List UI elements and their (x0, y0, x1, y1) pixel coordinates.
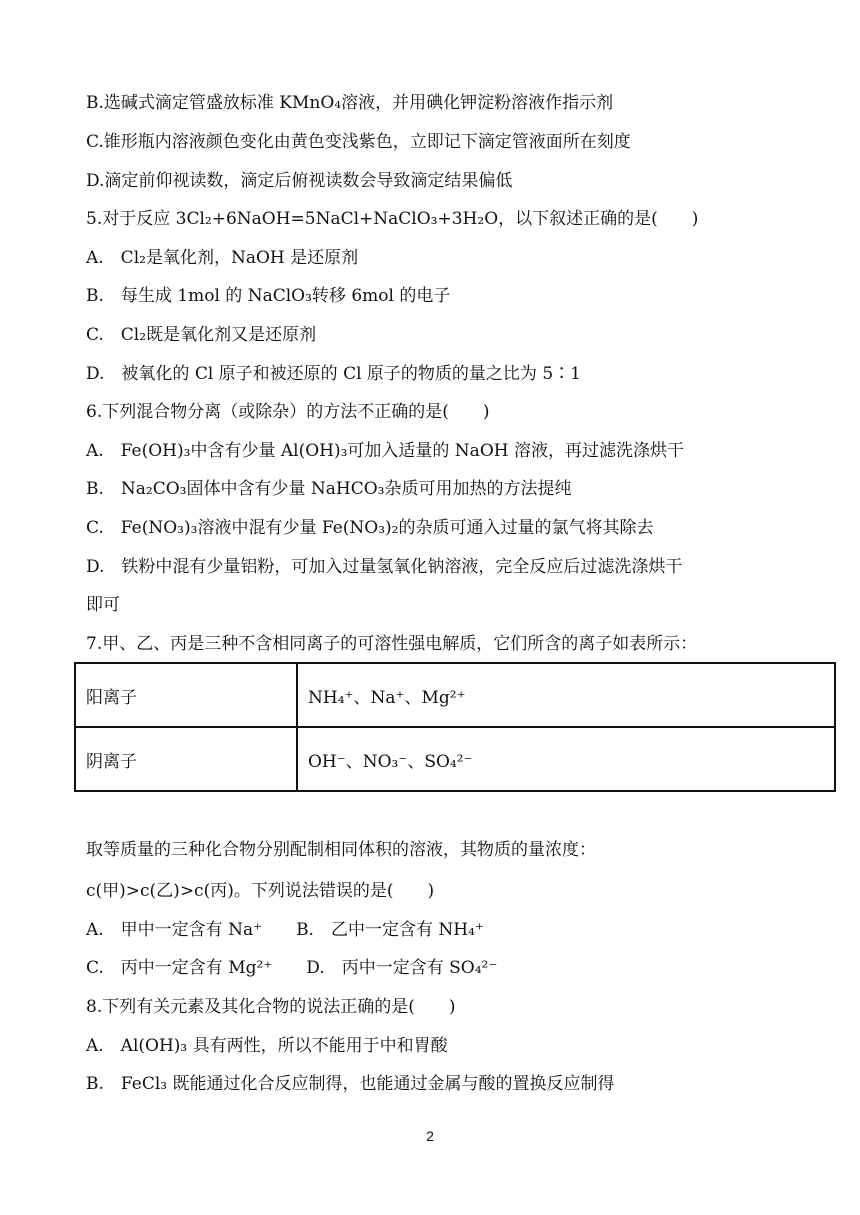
option-6a: A. Fe(OH)₃中含有少量 Al(OH)₃可加入适量的 NaOH 溶液，再过滤洗涤烘干 (86, 441, 684, 461)
question-8: 8.下列有关元素及其化合物的说法正确的是( ) (86, 997, 456, 1017)
option-4d: D.滴定前仰视读数，滴定后俯视读数会导致滴定结果偏低 (86, 171, 513, 191)
option-6d: D. 铁粉中混有少量铝粉，可加入过量氢氧化钠溶液，完全反应后过滤洗涤烘干 (86, 557, 683, 577)
page-number: 2 (426, 1128, 434, 1144)
question-7: 7.甲、乙、丙是三种不含相同离子的可溶性强电解质，它们所含的离子如表所示： (86, 634, 698, 654)
option-5c: C. Cl₂既是氧化剂又是还原剂 (86, 325, 317, 345)
table-row (75, 727, 835, 791)
option-4b: B.选碱式滴定管盛放标准 KMnO₄溶液，并用碘化钾淀粉溶液作指示剂 (86, 93, 614, 113)
question-6: 6.下列混合物分离（或除杂）的方法不正确的是( ) (86, 402, 490, 422)
ion-table (74, 662, 836, 792)
options-7ab: A. 甲中一定含有 Na⁺ B. 乙中一定含有 NH₄⁺ (86, 920, 484, 940)
option-4c: C.锥形瓶内溶液颜色变化由黄色变浅紫色，立即记下滴定管液面所在刻度 (86, 132, 631, 152)
question-5: 5.对于反应 3Cl₂+6NaOH=5NaCl+NaClO₃+3H₂O，以下叙述正确的是( ) (86, 209, 699, 229)
table-row (75, 663, 835, 727)
cation-values: NH₄⁺、Na⁺、Mg²⁺ (297, 663, 835, 727)
options-7cd: C. 丙中一定含有 Mg²⁺ D. 丙中一定含有 SO₄²⁻ (86, 958, 498, 978)
option-5b: B. 每生成 1mol 的 NaClO₃转移 6mol 的电子 (86, 286, 451, 306)
anion-values: OH⁻、NO₃⁻、SO₄²⁻ (297, 727, 835, 791)
option-5d: D. 被氧化的 Cl 原子和被还原的 Cl 原子的物质的量之比为 5∶1 (86, 364, 581, 384)
cation-label: 阳离子 (75, 663, 297, 727)
anion-label: 阴离子 (75, 727, 297, 791)
question-7-text: 取等质量的三种化合物分别配制相同体积的溶液，其物质的量浓度： (86, 840, 596, 860)
question-7-stem: c(甲)>c(乙)>c(丙)。下列说法错误的是( ) (86, 881, 435, 901)
option-6d-continued: 即可 (86, 595, 120, 615)
option-6b: B. Na₂CO₃固体中含有少量 NaHCO₃杂质可用加热的方法提纯 (86, 479, 572, 499)
option-6c: C. Fe(NO₃)₃溶液中混有少量 Fe(NO₃)₂的杂质可通入过量的氯气将其除去 (86, 518, 654, 538)
option-8b: B. FeCl₃ 既能通过化合反应制得，也能通过金属与酸的置换反应制得 (86, 1074, 615, 1094)
option-8a: A. Al(OH)₃ 具有两性，所以不能用于中和胃酸 (86, 1036, 448, 1056)
option-5a: A. Cl₂是氧化剂，NaOH 是还原剂 (86, 248, 359, 268)
